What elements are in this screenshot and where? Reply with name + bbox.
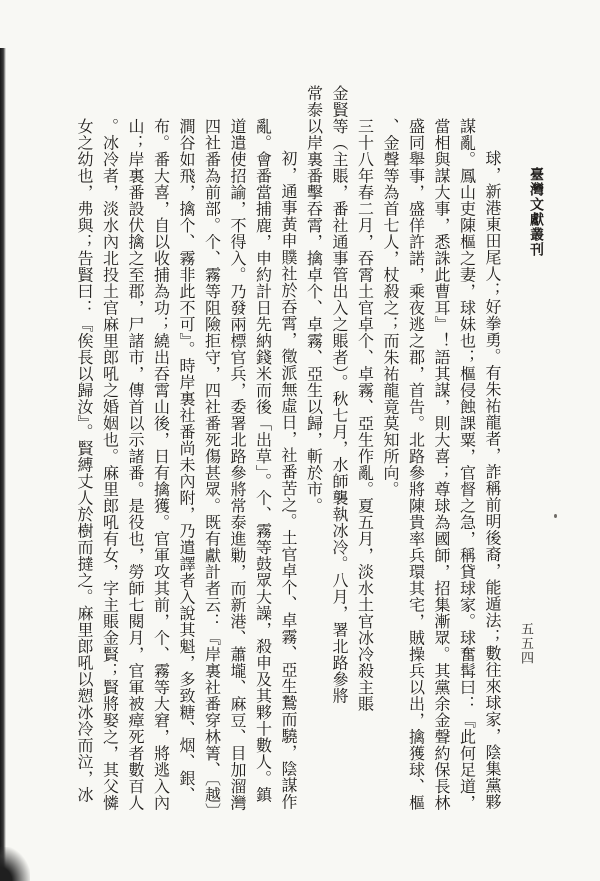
text-column: 亂。會番當捕鹿，申約計日先納錢米而後「出草」。个、霧等鼓眾大譟，殺申及其夥十數人。鎮 (253, 118, 271, 803)
text-block (71, 85, 505, 833)
text-column: 布。番大喜，自以收捕為功；繞出吞霄山後，日有擒獲。官軍攻其前，个、霧等大窘，將逃入內 (151, 118, 169, 811)
text-column: 女之幼也，弗與；告賢曰：『俟長以歸汝』。賢縛丈人於樹而撻之。麻里郎吼以愬冰冷而泣，冰 (75, 118, 92, 803)
text-column: 盛同舉事，盛佯許諾，乘夜逃之郡，首告。北路參將陳貴率兵環其宅，賊操兵以出，擒獲球、樞 (406, 118, 424, 811)
text-column: 三十八年春二月，吞霄土官卓个、卓霧、亞生作亂。夏五月，淡水土官冰冷殺主賬 (355, 118, 373, 712)
text-column: 。冰冷者，淡水內北投土官麻里郎吼之婚姻也。麻里郎吼有女，字主賬金賢；賢將娶之，其父憐 (100, 118, 118, 811)
text-column: 金賢等（主賬，番社通事管出入之賬者）。秋七月，水師襲執冰冷。八月，署北路參將 (330, 85, 347, 704)
text-column: 初，通事黃申贌社於吞霄，徵派無虛日，社番苦之。土官卓个、卓霧、亞生鷙而驍，陰謀作 (279, 150, 296, 810)
scan-corner-smudge (0, 847, 30, 881)
text-column: 山；岸裏番設伏擒之至郡，尸諸市，傳首以示諸番。是役也，勞師七閱月，官軍被瘴死者數百人 (126, 118, 143, 811)
text-column: 道遣使招諭，不得入。乃發兩標官兵，委署北路參將常泰進勦，而新港、蕭壠、麻豆、目加溜灣 (228, 118, 245, 811)
scan-speck (554, 514, 557, 518)
text-column: 常泰以岸裏番擊吞霄，擒卓个、卓霧、亞生以歸，斬於市。 (304, 85, 322, 514)
text-column: 當相與謀大事，悉誅此曹耳』！語其謀，則大喜；尊球為國師，招集漸眾。其黨余金聲約保長林 (432, 118, 449, 811)
text-column: 謀亂。鳳山吏陳樞之妻，球妹也；樞侵蝕課粟，官督之急，稱貸球家。球奮髯曰：『此何足道， (457, 118, 475, 811)
page-number: 五五四 (519, 622, 534, 666)
series-title: 臺灣文獻叢刊 (528, 167, 543, 257)
scan-left-edge-artifact (0, 48, 6, 881)
text-column: 四社番為前部。个、霧等阻險拒守，四社番死傷甚眾。既有獻計者云：『岸裏社番穿林箐、〔越〕 (202, 118, 220, 820)
text-column: 、金聲等為首七人，杖殺之；而朱祐龍竟莫知所向。 (381, 118, 398, 498)
text-column: 球，新港東田尾人；好拳勇。有朱祐龍者，詐稱前明後裔，能遁法；數往來球家，陰集黨夥 (483, 150, 500, 810)
text-column: 澗谷如飛，擒个、霧非此不可』。時岸裏社番尚未內附，乃遣譯者入說其魁，多致糖、烟、銀、 (177, 118, 194, 803)
